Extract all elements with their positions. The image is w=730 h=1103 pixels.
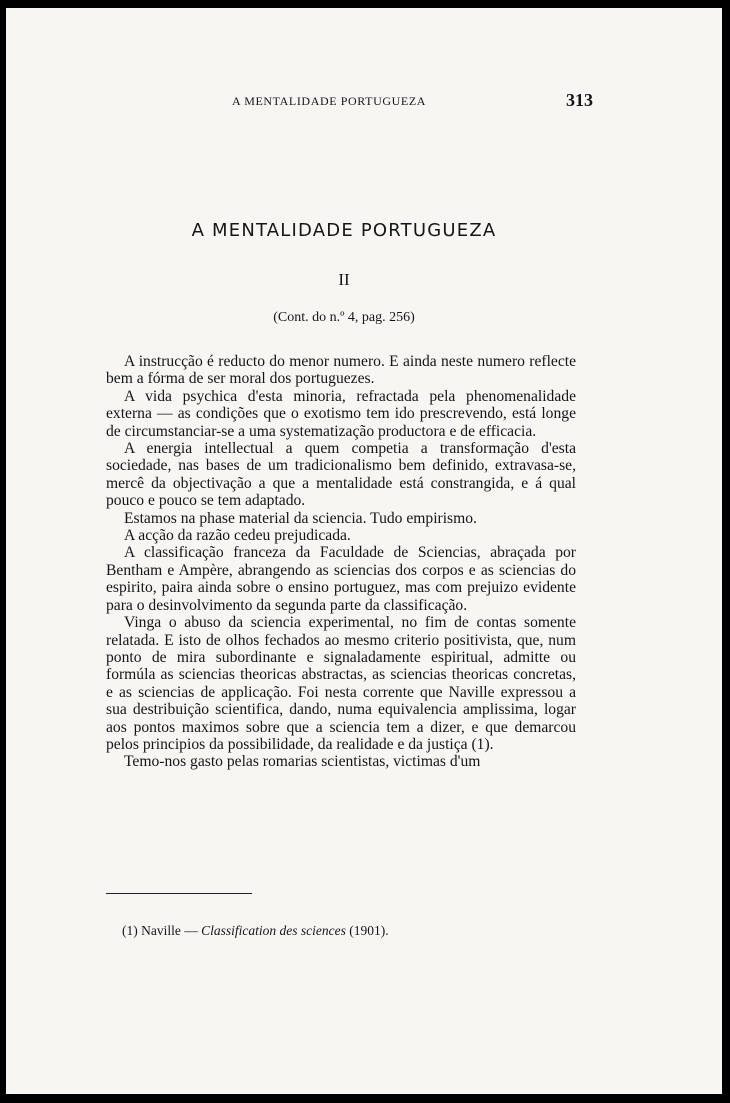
- paragraph: Estamos na phase material da sciencia. Tudo empirismo.: [124, 509, 477, 527]
- chapter-title: A MENTALIDADE PORTUGUEZA: [191, 220, 497, 241]
- continuation-note: (Cont. do n.º 4, pag. 256): [273, 310, 415, 325]
- paragraph: A classificação franceza da Faculdade de Sciencias, abraçada por Bentham e Ampère, abrangendo as sciencias dos corpos e as sciencias do espirito, paira ainda sobre o ensino portuguez, mas com prejuizo evidente para o desinvolvimento da segunda parte da classificação.: [106, 544, 576, 614]
- footnote: [122, 923, 389, 939]
- part-number: II: [338, 270, 350, 289]
- footnote-marker: (1) Naville —: [122, 923, 202, 938]
- paragraph: A acção da razão cedeu prejudicada.: [124, 527, 351, 545]
- footnote-year: (1901).: [345, 923, 389, 938]
- page-number: 313: [566, 90, 593, 110]
- paragraph: Temo-nos gasto pelas romarias scientistas, victimas d'um: [124, 753, 481, 771]
- paragraph: A instrucção é reducto do menor numero. E ainda neste numero reflecte bem a fórma de ser moral dos portuguezes.: [106, 353, 576, 388]
- paragraph: A vida psychica d'esta minoria, refractada pela phenomenalidade externa — as condições que o exotismo tem ido prescrevendo, está longe de circumstanciar-se a uma systematização productora e de efficacia.: [106, 387, 576, 440]
- paragraph: Vinga o abuso da sciencia experimental, no fim de contas somente relatada. E isto de olhos fechados ao mesmo criterio positivista, que, num ponto de mira subordinante e signaladamente espiritual, admitte ou formúla as sciencias theoricas abstractas, as sciencias theoricas concretas, e as sciencias de applicação. Foi nesta corrente que Naville expressou a sua destribuição scientifica, dando, numa equivalencia amplissima, logar aos pontos maximos sobre que a sciencia tem a dizer, e que demarcou pelos principios da possibilidade, da realidade e da justiça (1).: [106, 614, 576, 753]
- paragraph: A energia intellectual a quem competia a transformação d'esta sociedade, nas bases de um tradicionalismo bem definido, extravasa-se, mercê da objectivação a que a mentalidade está constrangida, e á qual pouco e pouco se tem adaptado.: [106, 440, 576, 510]
- running-title: A MENTALIDADE PORTUGUEZA: [232, 94, 427, 108]
- footnote-work-title: Classification des sciences: [201, 923, 346, 938]
- book-page: [6, 8, 722, 1094]
- running-head: [6, 90, 722, 114]
- body-text: [106, 353, 576, 771]
- footnote-divider: [106, 893, 252, 894]
